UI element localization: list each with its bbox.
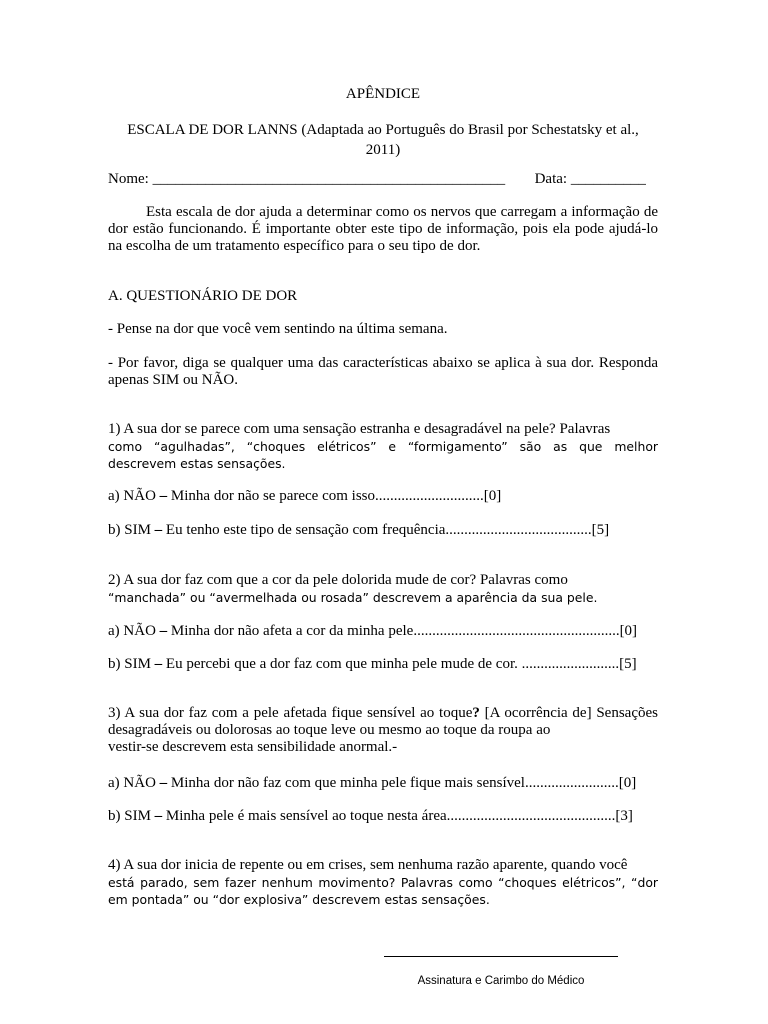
question-2-option-b: b) SIM – Eu percebi que a dor faz com que minha pele mude de cor. ..........................[5] xyxy=(108,656,637,672)
score-0: [0] xyxy=(618,775,637,791)
name-blank: _______________________________________________ xyxy=(152,171,506,187)
appendix-title: APÊNDICE xyxy=(345,86,421,102)
score-3: [3] xyxy=(615,808,633,824)
question-1-option-a: a) NÃO – Minha dor não se parece com isso.............................[0] xyxy=(108,488,502,504)
scale-subtitle xyxy=(108,120,658,160)
question-1-line1: 1) A sua dor se parece com uma sensação estranha e desagradável na pele? Palavras xyxy=(108,421,611,437)
question-2-line1: 2) A sua dor faz com que a cor da pele dolorida mude de cor? Palavras como xyxy=(108,572,568,588)
signature-label: Assinatura e Carimbo do Médico xyxy=(417,975,585,987)
instruction-1: - Pense na dor que você vem sentindo na última semana. xyxy=(108,321,448,337)
question-2-option-a: a) NÃO – Minha dor não afeta a cor da minha pele.......................................................[0] xyxy=(108,623,638,639)
score-5: [5] xyxy=(591,522,610,538)
score-5: [5] xyxy=(619,656,637,672)
question-3-option-a: a) NÃO – Minha dor não faz com que minha pele fique mais sensível.........................[0] xyxy=(108,775,637,791)
question-3-line3: vestir-se descrevem esta sensibilidade anormal.- xyxy=(108,739,398,755)
question-1-option-b: b) SIM – Eu tenho este tipo de sensação com frequência.......................................[5] xyxy=(108,522,610,538)
scale-subtitle-line2: 2011) xyxy=(365,142,401,158)
scale-subtitle-line1: ESCALA DE DOR LANNS (Adaptada ao Português do Brasil por Schestatsky et al., xyxy=(127,122,639,138)
date-label: Data: xyxy=(534,171,568,187)
question-4-line2: está parado, sem fazer nenhum movimento? Palavras como “choques elétricos”, “dor em pontada” ou “dor explosiva” descrevem estas sensações. xyxy=(108,875,658,907)
intro-paragraph: Esta escala de dor ajuda a determinar como os nervos que carregam a informação de dor estão funcionando. É importante obter este tipo de informação, pois ela pode ajudá-lo na escolha de um tratamento específico para o seu tipo de dor. xyxy=(108,204,658,254)
question-2 xyxy=(108,572,658,606)
score-0: [0] xyxy=(619,623,638,639)
name-label: Nome: xyxy=(108,171,149,187)
date-blank: __________ xyxy=(570,171,646,187)
name-date-line xyxy=(108,170,658,188)
question-3-text: 3) A sua dor faz com a pele afetada fique sensível ao toque? [A ocorrência de] Sensações desagradáveis ou dolorosas ao toque leve ou mesmo ao toque da roupa ao xyxy=(108,705,658,738)
section-a-title: A. QUESTIONÁRIO DE DOR xyxy=(108,288,298,304)
question-1 xyxy=(108,421,658,472)
signature-line xyxy=(384,956,618,957)
instruction-2: - Por favor, diga se qualquer uma das características abaixo se aplica à sua dor. Responda apenas SIM ou NÃO. xyxy=(108,355,658,388)
question-4 xyxy=(108,857,658,908)
question-2-line2: “manchada” ou “avermelhada ou rosada” descrevem a aparência da sua pele. xyxy=(108,590,598,605)
question-3-option-b: b) SIM – Minha pele é mais sensível ao toque nesta área.............................................[3] xyxy=(108,808,633,824)
question-3 xyxy=(108,705,658,756)
question-4-line1: 4) A sua dor inicia de repente ou em crises, sem nenhuma razão aparente, quando você xyxy=(108,857,628,873)
question-1-line2: como “agulhadas”, “choques elétricos” e “formigamento” são as que melhor descrevem estas sensações. xyxy=(108,439,658,471)
score-0: [0] xyxy=(483,488,502,504)
